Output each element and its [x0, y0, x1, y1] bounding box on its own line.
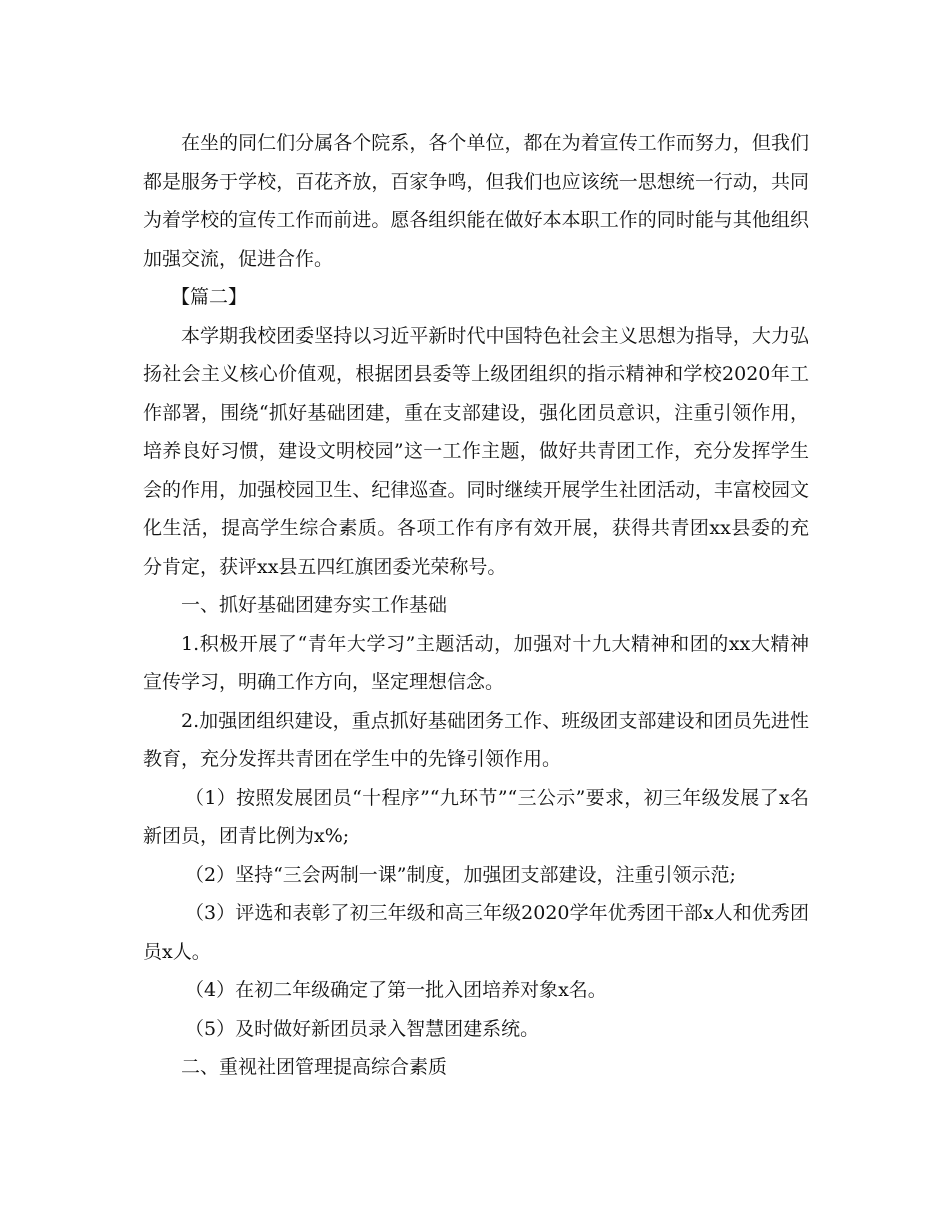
section-heading-part-two: 【篇二】	[171, 286, 248, 308]
paragraph-summary: 本学期我校团委坚持以习近平新时代中国特色社会主义思想为指导，大力弘扬社会主义核心价值观，根据团县委等上级团组织的指示精神和学校2020年工作部署，围绕“抓好基础团建，重在支部建设，强化团员意识，注重引领作用，培养良好习惯，建设文明校园”这一工作主题，做好共青团工作，充分发挥学生会的作用，加强校园卫生、纪律巡查。同时继续开展学生社团活动，丰富校园文化生活，提高学生综合素质。各项工作有序有效开展，获得共青团xx县委的充分肯定，获评xx县五四红旗团委光荣称号。	[143, 324, 809, 578]
paragraph-item-1: 1.积极开展了“青年大学习”主题活动，加强对十九大精神和团的xx大精神宣传学习，明确工作方向，坚定理想信念。	[143, 632, 809, 693]
paragraph-subitem-3: （3）评选和表彰了初三年级和高三年级2020学年优秀团干部x人和优秀团员x人。	[143, 902, 809, 963]
paragraph-cooperation: 在坐的同仁们分属各个院系，各个单位，都在为着宣传工作而努力，但我们都是服务于学校，百花齐放，百家争鸣，但我们也应该统一思想统一行动，共同为着学校的宣传工作而前进。愿各组织能在做好本本职工作的同时能与其他组织加强交流，促进合作。	[143, 132, 809, 270]
heading-section-two: 二、重视社团管理提高综合素质	[181, 1056, 448, 1078]
heading-section-one: 一、抓好基础团建夯实工作基础	[181, 594, 448, 616]
document-body	[143, 124, 809, 1087]
paragraph-item-2: 2.加强团组织建设，重点抓好基础团务工作、班级团支部建设和团员先进性教育，充分发挥共青团在学生中的先锋引领作用。	[143, 709, 809, 770]
paragraph-subitem-5: （5）及时做好新团员录入智慧团建系统。	[185, 1017, 540, 1040]
paragraph-subitem-1: （1）按照发展团员“十程序”“九环节”“三公示”要求，初三年级发展了x名新团员，团青比例为x%;	[143, 786, 809, 847]
paragraph-subitem-4: （4）在初二年级确定了第一批入团培养对象x名。	[185, 979, 607, 1001]
paragraph-subitem-2: （2）坚持“三会两制一课”制度，加强团支部建设，注重引领示范;	[185, 863, 736, 886]
